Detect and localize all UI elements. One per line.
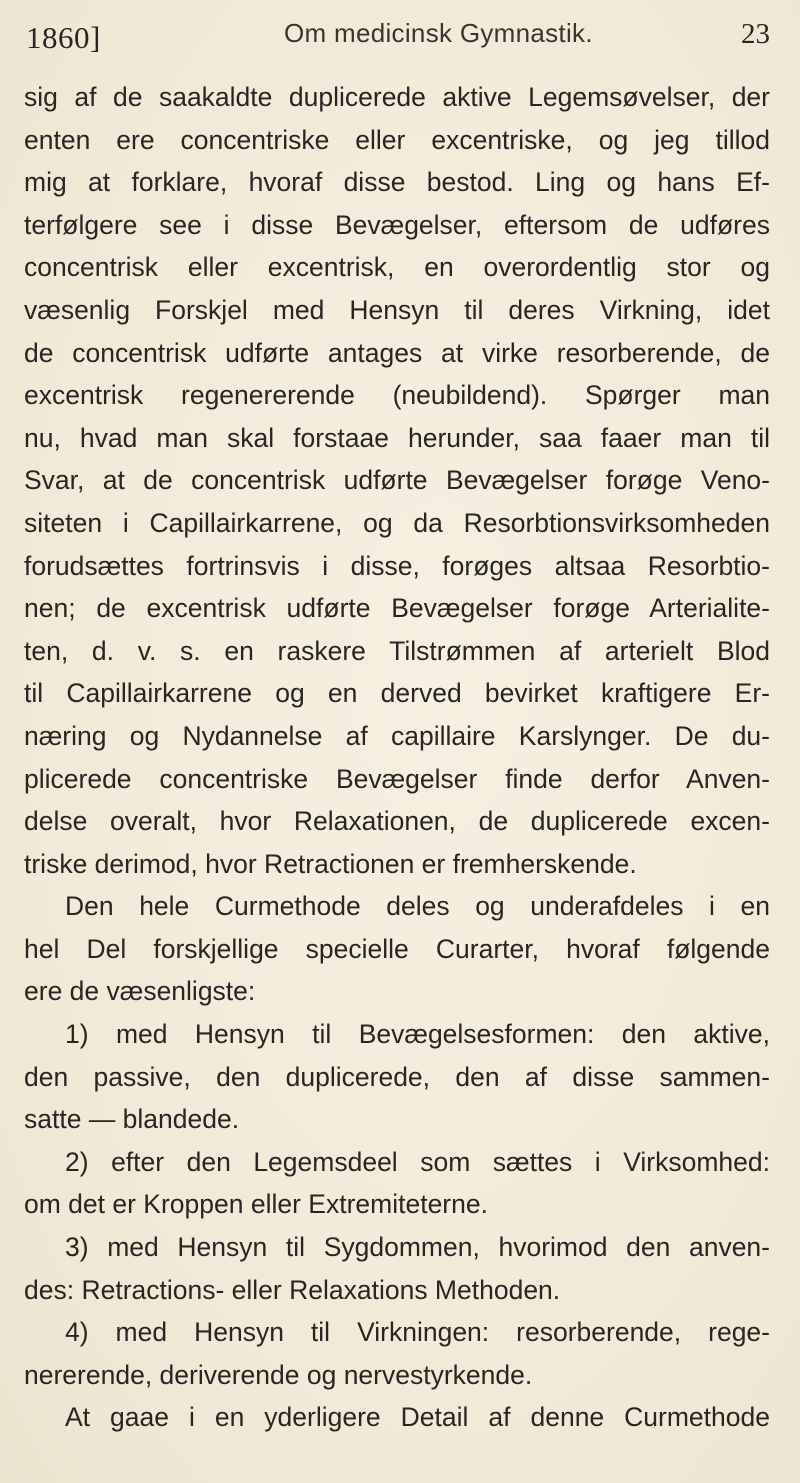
- header-title: Om medicinsk Gymnastik.: [284, 18, 593, 48]
- text-line: sig af de saakaldte duplicerede aktive Legemsøvelser, der: [24, 82, 770, 112]
- header-year: 1860]: [26, 20, 101, 55]
- text-line: satte — blandede.: [24, 1104, 240, 1135]
- text-line: concentrisk eller excentrisk, en overordentlig stor og: [24, 252, 770, 283]
- text-line: delse overalt, hvor Relaxationen, de duplicerede excen-: [24, 806, 770, 837]
- text-line: excentrisk regenererende (neubildend). Spørger man: [24, 380, 770, 411]
- text-line: hel Del forskjellige specielle Curarter, hvoraf følgende: [24, 933, 770, 964]
- text-line: plicerede concentriske Bevægelser finde derfor Anven-: [24, 763, 770, 794]
- text-line: Svar, at de concentrisk udførte Bevægelser forøge Veno-: [24, 465, 770, 496]
- text-line: Den hele Curmethode deles og underafdeles i en: [65, 891, 770, 922]
- text-line: At gaae i en yderligere Detail af denne Curmethode: [65, 1402, 770, 1433]
- text-line: de concentrisk udførte antages at virke resorberende, de: [24, 337, 770, 368]
- text-line: næring og Nydannelse af capillaire Karslynger. De du-: [24, 720, 770, 751]
- text-line: nererende, deriverende og nervestyrkende.: [24, 1359, 533, 1390]
- text-line: siteten i Capillairkarrene, og da Resorbtionsvirksomheden: [24, 507, 770, 538]
- text-line: nen; de excentrisk udførte Bevægelser forøge Arterialite-: [24, 593, 770, 624]
- text-line: den passive, den duplicerede, den af disse sammen-: [24, 1061, 770, 1092]
- text-line: nu, hvad man skal forstaae herunder, saa faaer man til: [24, 422, 770, 453]
- text-line: des: Retractions- eller Relaxations Methoden.: [24, 1274, 561, 1305]
- running-header: [26, 12, 770, 62]
- text-line: 3) med Hensyn til Sygdommen, hvorimod den anven-: [65, 1232, 770, 1263]
- text-line: mig at forklare, hvoraf disse bestod. Ling og hans Ef-: [24, 167, 770, 198]
- text-line: forudsættes fortrinsvis i disse, forøges altsaa Resorbtio-: [24, 550, 770, 581]
- text-line: væsenlig Forskjel med Hensyn til deres Virkning, idet: [24, 294, 770, 325]
- text-line: 1) med Hensyn til Bevægelsesformen: den aktive,: [65, 1019, 770, 1050]
- page-number: 23: [741, 18, 770, 50]
- text-line: enten ere concentriske eller excentriske, og jeg tillod: [24, 124, 770, 155]
- text-line: ere de væsenligste:: [24, 976, 256, 1007]
- text-line: til Capillairkarrene og en derved bevirket kraftigere Er-: [24, 678, 770, 709]
- text-line: triske derimod, hvor Retractionen er fremherskende.: [24, 848, 637, 879]
- text-line: 4) med Hensyn til Virkningen: resorberende, rege-: [65, 1317, 770, 1348]
- text-line: 2) efter den Legemsdeel som sættes i Virksomhed:: [65, 1146, 770, 1177]
- body-text: [24, 76, 770, 1439]
- text-line: om det er Kroppen eller Extremiteterne.: [24, 1189, 488, 1220]
- text-line: ten, d. v. s. en raskere Tilstrømmen af arterielt Blod: [24, 635, 770, 666]
- text-line: terfølgere see i disse Bevægelser, eftersom de udføres: [24, 209, 770, 240]
